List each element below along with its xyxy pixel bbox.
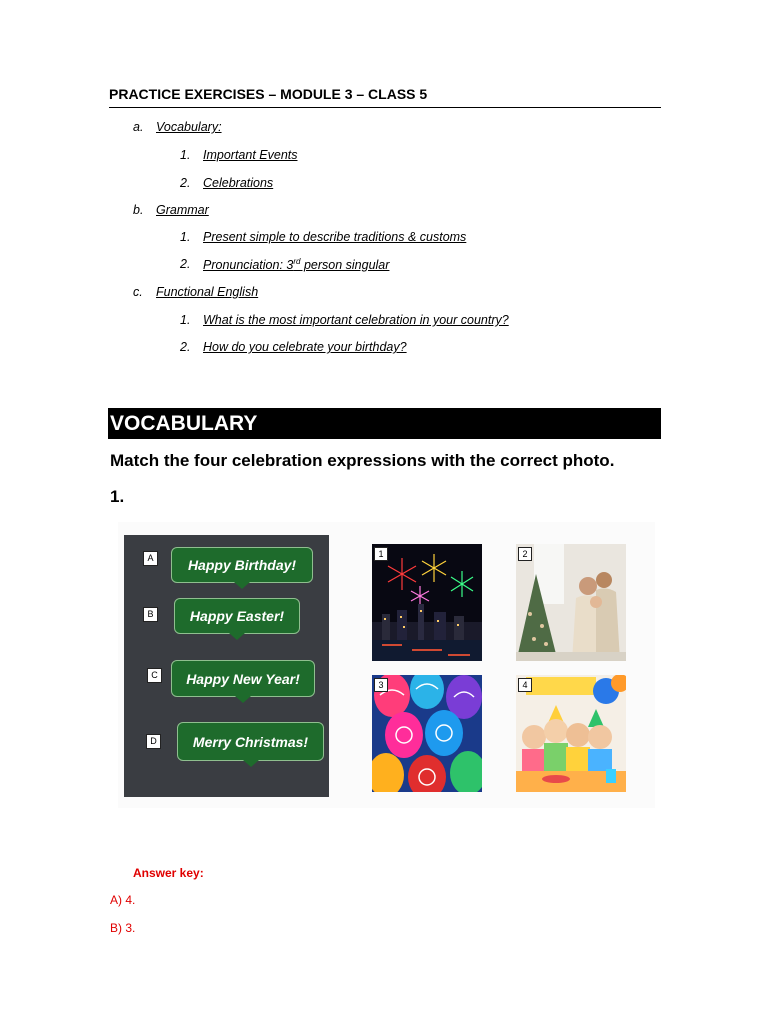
- exercise-number: 1.: [110, 487, 125, 506]
- letter-label: A: [143, 551, 158, 566]
- outline-marker: c.: [133, 285, 143, 299]
- outline-label: Pronunciation: 3rd person singular: [203, 257, 390, 273]
- christmas-family-icon: [516, 544, 626, 661]
- outline-marker: 2.: [180, 257, 191, 271]
- photo-number: 3: [374, 678, 388, 692]
- outline-label: Functional English: [156, 285, 259, 299]
- outline-label: What is the most important celebration in your country?: [203, 313, 509, 327]
- outline-marker: 1.: [180, 148, 191, 162]
- outline-marker: 1.: [180, 313, 191, 327]
- outline-label: Celebrations: [203, 176, 274, 190]
- expression-merry-christmas: Merry Christmas!: [177, 722, 324, 761]
- expressions-panel: [124, 535, 329, 797]
- outline-label: Important Events: [203, 148, 298, 162]
- outline-marker: 2.: [180, 340, 191, 354]
- outline-marker: b.: [133, 203, 144, 217]
- outline-label: Vocabulary:: [156, 120, 222, 134]
- outline-marker: 1.: [180, 230, 191, 244]
- easter-eggs-icon: [372, 675, 482, 792]
- outline-label: Grammar: [156, 203, 209, 217]
- outline-marker: a.: [133, 120, 144, 134]
- outline-label: How do you celebrate your birthday?: [203, 340, 407, 354]
- photo-fireworks: [372, 544, 482, 661]
- letter-label: B: [143, 607, 158, 622]
- page-title: PRACTICE EXERCISES – MODULE 3 – CLASS 5: [109, 86, 661, 108]
- photo-birthday-party: [516, 675, 626, 792]
- outline-label: Present simple to describe traditions & customs: [203, 230, 467, 244]
- photo-christmas-family: [516, 544, 626, 661]
- photo-number: 2: [518, 547, 532, 561]
- expression-happy-new-year: Happy New Year!: [171, 660, 315, 697]
- birthday-party-icon: [516, 675, 626, 792]
- expression-happy-easter: Happy Easter!: [174, 598, 300, 634]
- fireworks-icon: [372, 544, 482, 661]
- photo-easter-eggs: [372, 675, 482, 792]
- outline-marker: 2.: [180, 176, 191, 190]
- answer-line: A) 4.: [110, 893, 136, 907]
- photo-number: 1: [374, 547, 388, 561]
- expression-happy-birthday: Happy Birthday!: [171, 547, 313, 583]
- answer-line: B) 3.: [110, 921, 136, 935]
- exercise-instruction: Match the four celebration expressions with the correct photo.: [110, 451, 615, 470]
- letter-label: D: [146, 734, 161, 749]
- letter-label: C: [147, 668, 162, 683]
- section-heading: VOCABULARY: [108, 408, 661, 439]
- answer-key-heading: Answer key:: [133, 866, 204, 880]
- photo-number: 4: [518, 678, 532, 692]
